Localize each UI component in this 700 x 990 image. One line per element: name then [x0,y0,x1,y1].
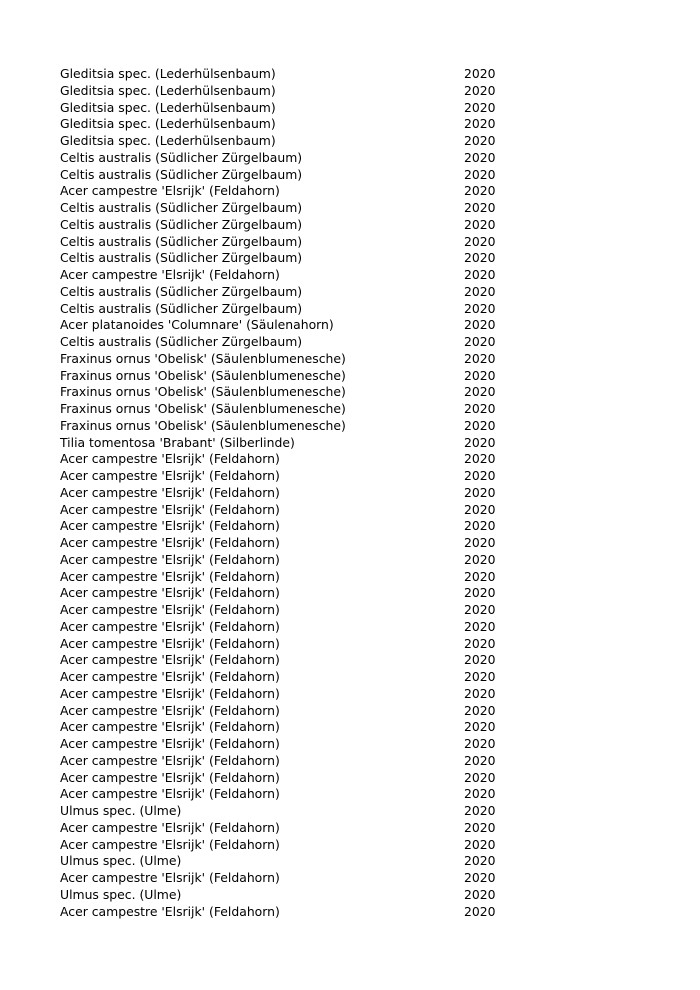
list-item [60,652,500,669]
tree-name: Acer campestre 'Elsrijk' (Feldahorn) [60,484,280,500]
list-item [60,418,500,435]
list-item [60,116,500,133]
tree-name: Acer campestre 'Elsrijk' (Feldahorn) [60,585,280,601]
tree-name: Celtis australis (Südlicher Zürgelbaum) [60,283,303,299]
list-item [60,234,500,251]
tree-name: Celtis australis (Südlicher Zürgelbaum) [60,334,303,349]
planting-year: 2020 [464,903,496,919]
planting-year: 2020 [464,216,496,232]
tree-name: Fraxinus ornus 'Obelisk' (Säulenblumenesche) [60,401,346,416]
planting-year: 2020 [464,736,496,751]
planting-year: 2020 [464,501,496,517]
planting-year: 2020 [464,669,496,684]
list-item [60,535,500,552]
list-item [60,200,500,217]
tree-name: Ulmus spec. (Ulme) [60,803,182,818]
planting-year: 2020 [464,451,496,467]
planting-year: 2020 [464,618,496,634]
list-item [60,217,500,234]
list-item [60,803,500,820]
planting-year: 2020 [464,434,496,450]
planting-year: 2020 [464,267,496,282]
planting-year: 2020 [464,133,496,148]
list-item [60,451,500,468]
list-item [60,770,500,787]
tree-name: Acer campestre 'Elsrijk' (Feldahorn) [60,736,280,751]
list-item [60,820,500,837]
tree-name: Acer campestre 'Elsrijk' (Feldahorn) [60,451,280,467]
planting-year: 2020 [464,417,496,433]
list-item [60,267,500,284]
tree-name: Acer campestre 'Elsrijk' (Feldahorn) [60,870,280,885]
tree-name: Celtis australis (Südlicher Zürgelbaum) [60,166,303,182]
tree-name: Acer campestre 'Elsrijk' (Feldahorn) [60,183,280,199]
planting-year: 2020 [464,602,496,617]
planting-year: 2020 [464,233,496,249]
tree-name: Ulmus spec. (Ulme) [60,853,182,869]
planting-year: 2020 [464,853,496,869]
tree-name: Acer campestre 'Elsrijk' (Feldahorn) [60,501,280,517]
list-item [60,686,500,703]
planting-year: 2020 [464,769,496,785]
list-item [60,703,500,720]
tree-name: Acer campestre 'Elsrijk' (Feldahorn) [60,702,280,718]
list-item [60,183,500,200]
planting-year: 2020 [464,635,496,651]
tree-name: Fraxinus ornus 'Obelisk' (Säulenblumenesche) [60,384,346,400]
list-item [60,636,500,653]
list-item [60,619,500,636]
tree-name: Acer campestre 'Elsrijk' (Feldahorn) [60,267,280,282]
tree-name: Acer campestre 'Elsrijk' (Feldahorn) [60,551,280,567]
tree-name: Acer campestre 'Elsrijk' (Feldahorn) [60,568,280,584]
tree-name: Celtis australis (Südlicher Zürgelbaum) [60,200,303,215]
planting-year: 2020 [464,568,496,584]
list-item [60,384,500,401]
planting-year: 2020 [464,166,496,182]
list-item [60,569,500,586]
list-item [60,887,500,904]
list-item [60,786,500,803]
list-item [60,150,500,167]
list-item [60,837,500,854]
tree-name: Fraxinus ornus 'Obelisk' (Säulenblumenesche) [60,350,346,366]
tree-name: Celtis australis (Südlicher Zürgelbaum) [60,149,303,165]
planting-year: 2020 [464,803,496,818]
planting-year: 2020 [464,334,496,349]
list-item [60,753,500,770]
list-item [60,669,500,686]
tree-name: Acer campestre 'Elsrijk' (Feldahorn) [60,752,280,768]
planting-year: 2020 [464,317,496,333]
planting-year: 2020 [464,535,496,550]
planting-year: 2020 [464,66,496,81]
list-item [60,133,500,150]
tree-name: Fraxinus ornus 'Obelisk' (Säulenblumenesche) [60,417,346,433]
list-item [60,83,500,100]
planting-year: 2020 [464,886,496,902]
planting-year: 2020 [464,870,496,885]
planting-year: 2020 [464,836,496,852]
tree-name: Celtis australis (Südlicher Zürgelbaum) [60,250,303,266]
tree-name: Tilia tomentosa 'Brabant' (Silberlinde) [60,434,295,450]
planting-year: 2020 [464,685,496,701]
planting-year: 2020 [464,652,496,668]
planting-year: 2020 [464,702,496,718]
planting-year: 2020 [464,518,496,534]
list-item [60,368,500,385]
planting-year: 2020 [464,99,496,115]
list-item [60,602,500,619]
list-item [60,518,500,535]
tree-name: Acer campestre 'Elsrijk' (Feldahorn) [60,618,280,634]
tree-name: Acer campestre 'Elsrijk' (Feldahorn) [60,669,280,684]
planting-year: 2020 [464,367,496,383]
planting-year: 2020 [464,384,496,400]
tree-name: Fraxinus ornus 'Obelisk' (Säulenblumenesche) [60,367,346,383]
list-item [60,870,500,887]
list-item [60,250,500,267]
list-item [60,552,500,569]
tree-name: Acer platanoides 'Columnare' (Säulenahorn) [60,317,334,333]
list-item [60,585,500,602]
planting-year: 2020 [464,149,496,165]
planting-year: 2020 [464,116,496,132]
tree-list [60,66,500,920]
list-item [60,853,500,870]
tree-name: Celtis australis (Südlicher Zürgelbaum) [60,216,303,232]
planting-year: 2020 [464,551,496,567]
planting-year: 2020 [464,468,496,483]
list-item [60,736,500,753]
list-item [60,317,500,334]
tree-name: Acer campestre 'Elsrijk' (Feldahorn) [60,819,280,835]
tree-name: Ulmus spec. (Ulme) [60,886,182,902]
planting-year: 2020 [464,585,496,601]
tree-name: Gleditsia spec. (Lederhülsenbaum) [60,116,276,132]
tree-name: Acer campestre 'Elsrijk' (Feldahorn) [60,652,280,668]
tree-name: Acer campestre 'Elsrijk' (Feldahorn) [60,685,280,701]
list-item [60,468,500,485]
list-item [60,334,500,351]
planting-year: 2020 [464,350,496,366]
tree-name: Gleditsia spec. (Lederhülsenbaum) [60,82,276,98]
tree-name: Acer campestre 'Elsrijk' (Feldahorn) [60,635,280,651]
planting-year: 2020 [464,200,496,215]
planting-year: 2020 [464,719,496,735]
planting-year: 2020 [464,401,496,416]
tree-name: Acer campestre 'Elsrijk' (Feldahorn) [60,468,280,483]
tree-name: Acer campestre 'Elsrijk' (Feldahorn) [60,903,280,919]
tree-name: Gleditsia spec. (Lederhülsenbaum) [60,133,276,148]
tree-name: Gleditsia spec. (Lederhülsenbaum) [60,66,276,81]
tree-name: Acer campestre 'Elsrijk' (Feldahorn) [60,786,280,802]
list-item [60,435,500,452]
tree-name: Acer campestre 'Elsrijk' (Feldahorn) [60,602,280,617]
planting-year: 2020 [464,819,496,835]
list-item [60,301,500,318]
planting-year: 2020 [464,283,496,299]
planting-year: 2020 [464,250,496,266]
list-item [60,719,500,736]
tree-name: Celtis australis (Südlicher Zürgelbaum) [60,233,303,249]
tree-name: Gleditsia spec. (Lederhülsenbaum) [60,99,276,115]
list-item [60,401,500,418]
tree-name: Acer campestre 'Elsrijk' (Feldahorn) [60,719,280,735]
list-item [60,904,500,921]
list-item [60,284,500,301]
list-item [60,100,500,117]
tree-name: Celtis australis (Südlicher Zürgelbaum) [60,300,303,316]
planting-year: 2020 [464,786,496,802]
planting-year: 2020 [464,300,496,316]
planting-year: 2020 [464,82,496,98]
tree-name: Acer campestre 'Elsrijk' (Feldahorn) [60,769,280,785]
tree-name: Acer campestre 'Elsrijk' (Feldahorn) [60,518,280,534]
planting-year: 2020 [464,183,496,199]
list-item [60,351,500,368]
planting-year: 2020 [464,752,496,768]
list-item [60,66,500,83]
list-item [60,485,500,502]
tree-name: Acer campestre 'Elsrijk' (Feldahorn) [60,535,280,550]
planting-year: 2020 [464,484,496,500]
tree-name: Acer campestre 'Elsrijk' (Feldahorn) [60,836,280,852]
list-item [60,167,500,184]
list-item [60,502,500,519]
